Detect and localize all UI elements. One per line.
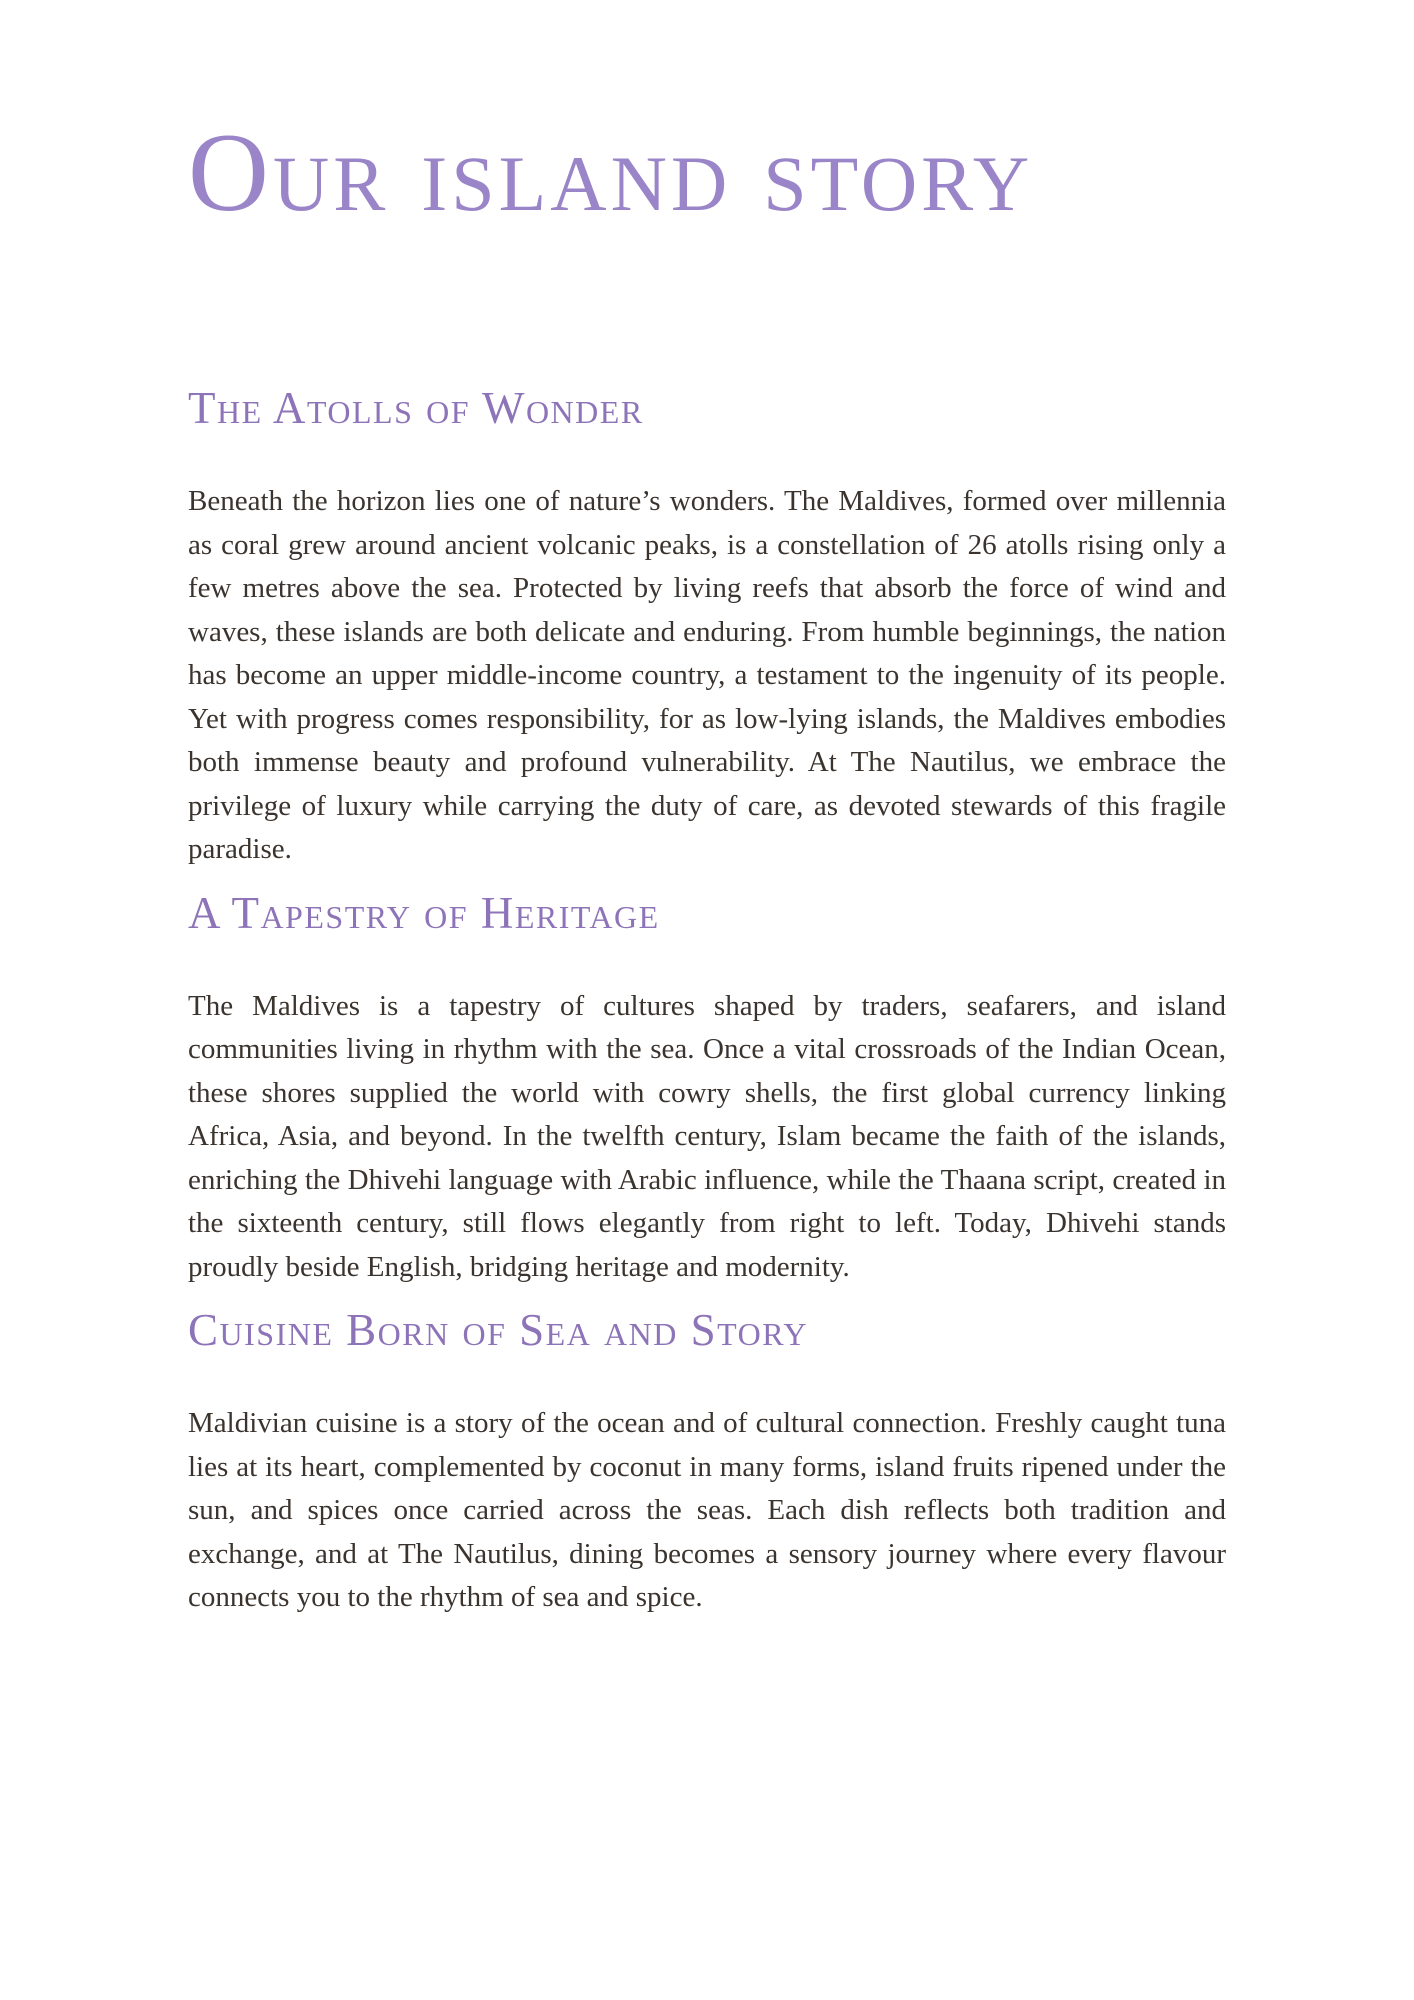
page-title: Our island story xyxy=(188,111,1034,235)
section-body-tapestry-of-heritage: The Maldives is a tapestry of cultures shaped by traders, seafarers, and island communities living in rhythm with the sea. Once a vital crossroads of the Indian Ocean, these shores supplied the world with cowry shells, the first global currency linking Africa, Asia, and beyond. In the twelfth century, Islam became the faith of the islands, enriching the Dhivehi language with Arabic influence, while the Thaana script, created in the sixteenth century, still flows elegantly from right to left. Today, Dhivehi stands proudly beside English, bridging heritage and modernity. xyxy=(188,989,1226,1283)
section-heading-cuisine-sea-and-story: Cuisine Born of Sea and Story xyxy=(188,1305,808,1356)
section-cuisine-sea-and-story xyxy=(188,1303,1226,1620)
section-body-atolls-of-wonder: Beneath the horizon lies one of nature’s wonders. The Maldives, formed over millennia as coral grew around ancient volcanic peaks, is a constellation of 26 atolls rising only a few metres above the sea. Protected by living reefs that absorb the force of wind and waves, these islands are both delicate and enduring. From humble beginnings, the nation has become an upper middle-income country, a testament to the ingenuity of its people. Yet with progress comes responsibility, for as low-lying islands, the Maldives embodies both immense beauty and profound vulnerability. At The Nautilus, we embrace the privilege of luxury while carrying the duty of care, as devoted stewards of this fragile paradise. xyxy=(188,485,1226,866)
section-heading-atolls-of-wonder: The Atolls of Wonder xyxy=(188,383,644,434)
section-atolls-of-wonder xyxy=(188,381,1226,872)
section-tapestry-of-heritage xyxy=(188,886,1226,1290)
section-body-cuisine-sea-and-story: Maldivian cuisine is a story of the ocean and of cultural connection. Freshly caught tuna lies at its heart, complemented by coconut in many forms, island fruits ripened under the sun, and spices once carried across the seas. Each dish reflects both tradition and exchange, and at The Nautilus, dining becomes a sensory journey where every flavour connects you to the rhythm of sea and spice. xyxy=(188,1407,1226,1614)
section-heading-tapestry-of-heritage: A Tapestry of Heritage xyxy=(188,887,660,938)
